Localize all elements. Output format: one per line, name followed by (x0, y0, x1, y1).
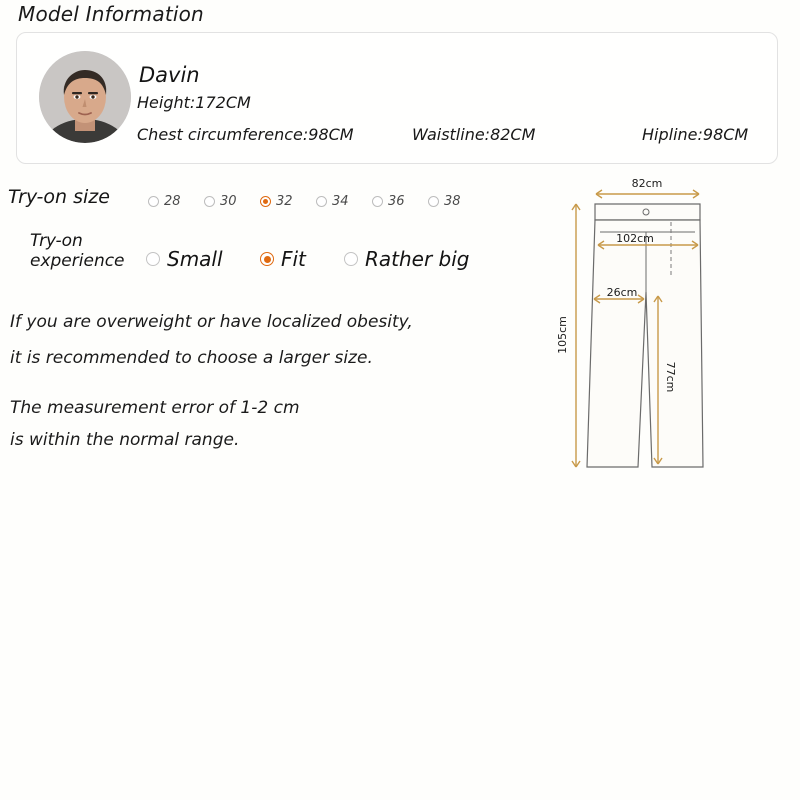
experience-option-label: Fit (281, 247, 306, 271)
try-on-size-label: Try-on size (8, 186, 110, 208)
note-line-3: The measurement error of 1-2 cm (10, 398, 300, 418)
size-option-label: 36 (388, 194, 405, 209)
experience-option-fit[interactable] (260, 247, 306, 271)
model-measurements (137, 125, 757, 147)
size-option-34[interactable] (316, 194, 349, 209)
experience-option-label: Small (167, 247, 223, 271)
note-line-4: is within the normal range. (10, 430, 240, 450)
note-line-1: If you are overweight or have localized obesity, (10, 312, 413, 332)
radio-icon[interactable] (316, 196, 327, 207)
radio-icon[interactable] (146, 252, 160, 266)
size-option-28[interactable] (148, 194, 181, 209)
model-name: Davin (139, 63, 200, 87)
size-option-label: 30 (220, 194, 237, 209)
radio-icon[interactable] (344, 252, 358, 266)
radio-icon[interactable] (428, 196, 439, 207)
model-chest: Chest circumference:98CM (137, 125, 354, 144)
experience-option-label: Rather big (365, 247, 470, 271)
size-option-label: 32 (276, 194, 293, 209)
model-portrait-avatar (39, 51, 131, 143)
radio-icon[interactable] (372, 196, 383, 207)
size-option-label: 34 (332, 194, 349, 209)
page-title: Model Information (18, 2, 204, 26)
diagram-inseam-label: 77cm (664, 361, 677, 393)
note-line-2: it is recommended to choose a larger size. (10, 348, 373, 368)
model-info-card (16, 32, 778, 164)
model-height: Height:172CM (137, 93, 251, 112)
radio-icon-selected[interactable] (260, 196, 271, 207)
size-option-30[interactable] (204, 194, 237, 209)
size-option-32[interactable] (260, 194, 293, 209)
diagram-waist-label: 82cm (631, 177, 663, 190)
diagram-length-label: 105cm (556, 316, 569, 354)
size-option-label: 38 (444, 194, 461, 209)
pants-measurement-diagram (540, 172, 790, 492)
radio-icon-selected[interactable] (260, 252, 274, 266)
radio-icon[interactable] (148, 196, 159, 207)
experience-option-small[interactable] (146, 247, 223, 271)
try-on-experience-label: Try-on experience (30, 231, 125, 271)
diagram-hip-label: 102cm (616, 232, 654, 245)
size-option-label: 28 (164, 194, 181, 209)
size-option-36[interactable] (372, 194, 405, 209)
size-option-38[interactable] (428, 194, 461, 209)
radio-icon[interactable] (204, 196, 215, 207)
diagram-thigh-label: 26cm (606, 286, 638, 299)
experience-option-rather-big[interactable] (344, 247, 470, 271)
model-hipline: Hipline:98CM (642, 125, 749, 144)
model-waistline: Waistline:82CM (412, 125, 536, 144)
